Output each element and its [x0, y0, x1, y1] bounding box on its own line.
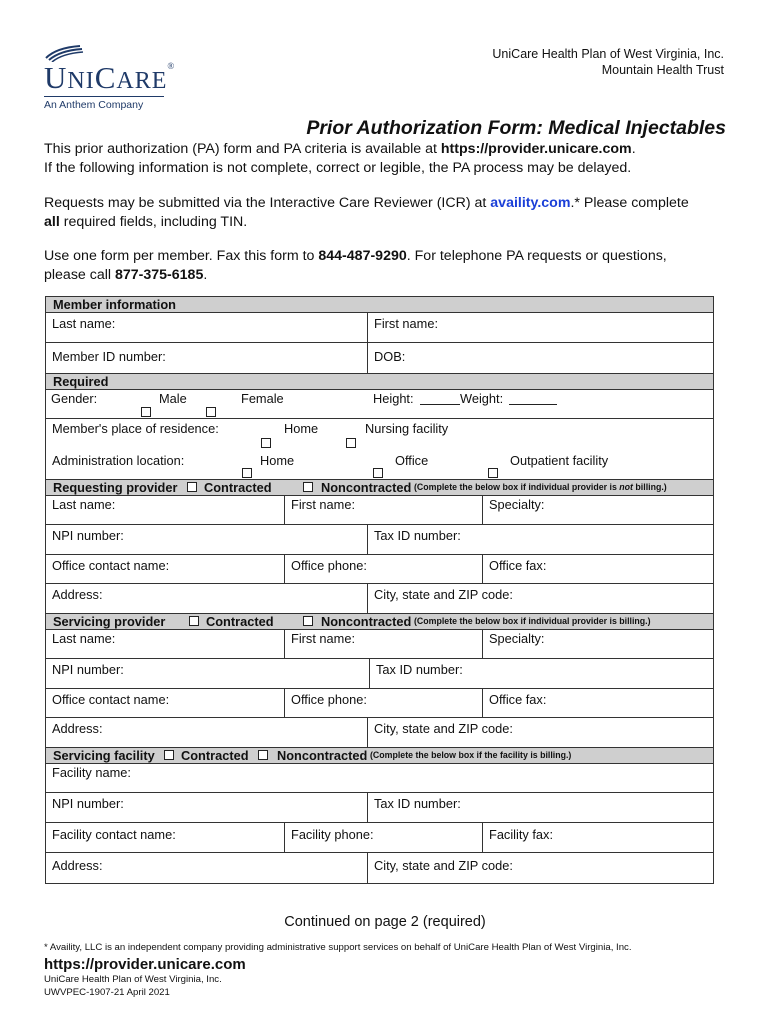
intro-text: Requests may be submitted via the Interactive Care Reviewer (ICR) at	[44, 195, 491, 211]
field-label: Address:	[52, 721, 103, 736]
field-label: Tax ID number:	[374, 528, 461, 543]
field-label: Facility contact name:	[52, 827, 176, 842]
male-label: Male	[159, 391, 187, 406]
phone-number: 877-375-6185	[114, 267, 204, 283]
intro-text: .	[203, 267, 208, 283]
requesting-first-name-field[interactable]	[284, 496, 482, 524]
servicing-tax-id-field[interactable]	[369, 659, 713, 688]
section-required	[46, 374, 713, 390]
requesting-contracted-label: Contracted	[204, 480, 272, 495]
servicing-npi-row	[46, 659, 713, 689]
form-title: Prior Authorization Form: Medical Injectables	[306, 117, 726, 139]
servicing-address-field[interactable]	[46, 718, 367, 747]
unicare-logo: UNICARE® An Anthem Company	[44, 44, 174, 114]
footer-plan-name: UniCare Health Plan of West Virginia, Inc.	[44, 974, 222, 985]
servicing-specialty-field[interactable]	[482, 630, 713, 658]
field-label: Office phone:	[291, 558, 367, 573]
field-label: Last name:	[52, 497, 116, 512]
facility-city-field[interactable]	[367, 853, 713, 883]
intro-paragraph-3	[44, 247, 734, 285]
facility-contracted-label: Contracted	[181, 748, 249, 763]
weight-field[interactable]	[509, 404, 557, 405]
field-label: Facility fax:	[489, 827, 553, 842]
field-label: First name:	[291, 497, 355, 512]
intro-paragraph-2	[44, 194, 734, 232]
residence-home-checkbox[interactable]	[261, 438, 271, 448]
field-label: Office fax:	[489, 692, 547, 707]
requesting-contracted-checkbox[interactable]	[187, 482, 197, 492]
field-label: Last name:	[52, 631, 116, 646]
servicing-address-row	[46, 718, 713, 748]
facility-npi-field[interactable]	[46, 793, 367, 822]
plan-header	[492, 46, 724, 78]
servicing-contact-field[interactable]	[46, 689, 284, 717]
availity-link[interactable]: availity.com	[490, 195, 571, 211]
servicing-npi-field[interactable]	[46, 659, 369, 688]
section-requesting-provider	[46, 480, 713, 496]
intro-text: If the following information is not complete, correct or legible, the PA process may be delayed.	[44, 160, 632, 176]
field-label: City, state and ZIP code:	[374, 721, 513, 736]
field-label: Office phone:	[291, 692, 367, 707]
intro-text: This prior authorization (PA) form and PA criteria is available at	[44, 141, 441, 157]
field-label: Facility name:	[52, 765, 131, 780]
section-member-information	[46, 297, 713, 313]
field-label: Tax ID number:	[374, 796, 461, 811]
facility-contracted-checkbox[interactable]	[164, 750, 174, 760]
field-label: Specialty:	[489, 497, 545, 512]
requesting-contact-field[interactable]	[46, 555, 284, 583]
servicing-last-name-field[interactable]	[46, 630, 284, 658]
facility-fax-field[interactable]	[482, 823, 713, 852]
residence-row	[46, 419, 713, 450]
section-servicing-facility	[46, 748, 713, 764]
field-label: First name:	[374, 316, 438, 331]
requesting-name-row	[46, 496, 713, 525]
footer-form-code: UWVPEC-1907-21 April 2021	[44, 987, 170, 998]
section-title: Requesting provider	[53, 480, 178, 495]
requesting-city-field[interactable]	[367, 584, 713, 613]
intro-paragraph-1	[44, 140, 734, 178]
admin-outpatient-checkbox[interactable]	[488, 468, 498, 478]
intro-bold: all	[44, 214, 60, 230]
admin-home-label: Home	[260, 453, 295, 468]
section-title: Servicing facility	[53, 748, 155, 763]
facility-phone-field[interactable]	[284, 823, 482, 852]
height-label: Height:	[373, 391, 414, 406]
field-label: Office contact name:	[52, 692, 170, 707]
gender-cell	[46, 390, 367, 418]
requesting-npi-row	[46, 525, 713, 555]
section-title: Required	[53, 374, 109, 389]
section-servicing-provider	[46, 614, 713, 630]
member-name-row	[46, 313, 713, 343]
gender-label: Gender:	[51, 391, 98, 406]
servicing-phone-field[interactable]	[284, 689, 482, 717]
facility-noncontracted-checkbox[interactable]	[258, 750, 268, 760]
note-text: (Complete the below box if individual provider is	[414, 482, 620, 492]
requesting-note	[414, 482, 667, 492]
male-checkbox[interactable]	[141, 407, 151, 417]
requesting-specialty-field[interactable]	[482, 496, 713, 524]
servicing-contracted-checkbox[interactable]	[189, 616, 199, 626]
member-id-row	[46, 343, 713, 374]
field-label: City, state and ZIP code:	[374, 587, 513, 602]
servicing-fax-field[interactable]	[482, 689, 713, 717]
facility-address-field[interactable]	[46, 853, 367, 883]
requesting-npi-field[interactable]	[46, 525, 367, 554]
section-title: Member information	[53, 297, 177, 312]
requesting-noncontracted-checkbox[interactable]	[303, 482, 313, 492]
prior-auth-form	[45, 296, 714, 884]
member-id-field[interactable]	[46, 343, 367, 373]
field-label: NPI number:	[52, 796, 124, 811]
height-weight-cell	[367, 390, 713, 418]
admin-home-checkbox[interactable]	[242, 468, 252, 478]
section-title: Servicing provider	[53, 614, 166, 629]
member-last-name-field[interactable]	[46, 313, 367, 342]
residence-nursing-checkbox[interactable]	[346, 438, 356, 448]
intro-text: . For telephone PA requests or questions,	[406, 248, 667, 264]
provider-url-link[interactable]: https://provider.unicare.com	[440, 141, 632, 157]
admin-office-label: Office	[395, 453, 429, 468]
note-emphasis: not	[619, 482, 633, 492]
field-label: Last name:	[52, 316, 116, 331]
facility-npi-row	[46, 793, 713, 823]
continued-note: Continued on page 2 (required)	[284, 914, 486, 930]
field-label: DOB:	[374, 349, 406, 364]
plan-program: Mountain Health Trust	[601, 63, 724, 77]
requesting-tax-id-field[interactable]	[367, 525, 713, 554]
requesting-contact-row	[46, 555, 713, 584]
logo-tagline: An Anthem Company	[44, 99, 144, 111]
field-label: Tax ID number:	[376, 662, 463, 677]
height-field[interactable]	[420, 404, 460, 405]
field-label: Address:	[52, 587, 103, 602]
weight-label: Weight:	[460, 391, 504, 406]
intro-text: required fields, including TIN.	[59, 214, 248, 230]
female-checkbox[interactable]	[206, 407, 216, 417]
residence-label: Member's place of residence:	[52, 421, 219, 436]
female-label: Female	[241, 391, 284, 406]
servicing-note: (Complete the below box if individual provider is billing.)	[414, 616, 651, 626]
requesting-phone-field[interactable]	[284, 555, 482, 583]
facility-note: (Complete the below box if the facility is billing.)	[370, 750, 572, 760]
residence-home-label: Home	[284, 421, 319, 436]
plan-name: UniCare Health Plan of West Virginia, Inc.	[492, 47, 724, 61]
intro-text: please call	[44, 267, 115, 283]
servicing-city-field[interactable]	[367, 718, 713, 747]
field-label: Facility phone:	[291, 827, 374, 842]
admin-location-label: Administration location:	[52, 453, 185, 468]
facility-name-row	[46, 764, 713, 793]
facility-contact-row	[46, 823, 713, 853]
field-label: City, state and ZIP code:	[374, 858, 513, 873]
facility-noncontracted-label: Noncontracted	[277, 748, 368, 763]
field-label: Office fax:	[489, 558, 547, 573]
servicing-noncontracted-checkbox[interactable]	[303, 616, 313, 626]
field-label: Address:	[52, 858, 103, 873]
intro-text: .	[631, 141, 636, 157]
intro-text: Use one form per member. Fax this form to	[44, 248, 319, 264]
field-label: First name:	[291, 631, 355, 646]
gender-row	[46, 390, 713, 419]
servicing-contracted-label: Contracted	[206, 614, 274, 629]
servicing-noncontracted-label: Noncontracted	[321, 614, 412, 629]
residence-nursing-label: Nursing facility	[365, 421, 449, 436]
admin-location-row	[46, 450, 713, 480]
requesting-address-field[interactable]	[46, 584, 367, 613]
field-label: Office contact name:	[52, 558, 170, 573]
note-text: billing.)	[632, 482, 667, 492]
servicing-contact-row	[46, 689, 713, 718]
facility-address-row	[46, 853, 713, 883]
member-dob-field[interactable]	[367, 343, 713, 373]
intro-text: .* Please complete	[570, 195, 689, 211]
field-label: NPI number:	[52, 662, 124, 677]
facility-name-field[interactable]	[46, 764, 713, 792]
field-label: Member ID number:	[52, 349, 166, 364]
member-first-name-field[interactable]	[367, 313, 713, 342]
facility-contact-field[interactable]	[46, 823, 284, 852]
fax-number: 844-487-9290	[318, 248, 407, 264]
availity-footnote: * Availity, LLC is an independent company providing administrative support services on behalf of UniCare Health Plan of West Virginia, Inc.	[44, 942, 632, 953]
requesting-noncontracted-label: Noncontracted	[321, 480, 412, 495]
field-label: Specialty:	[489, 631, 545, 646]
admin-outpatient-label: Outpatient facility	[510, 453, 609, 468]
requesting-fax-field[interactable]	[482, 555, 713, 583]
requesting-address-row	[46, 584, 713, 614]
servicing-name-row	[46, 630, 713, 659]
footer-provider-link[interactable]: https://provider.unicare.com	[44, 956, 246, 973]
servicing-first-name-field[interactable]	[284, 630, 482, 658]
admin-office-checkbox[interactable]	[373, 468, 383, 478]
field-label: NPI number:	[52, 528, 124, 543]
requesting-last-name-field[interactable]	[46, 496, 284, 524]
facility-tax-id-field[interactable]	[367, 793, 713, 822]
